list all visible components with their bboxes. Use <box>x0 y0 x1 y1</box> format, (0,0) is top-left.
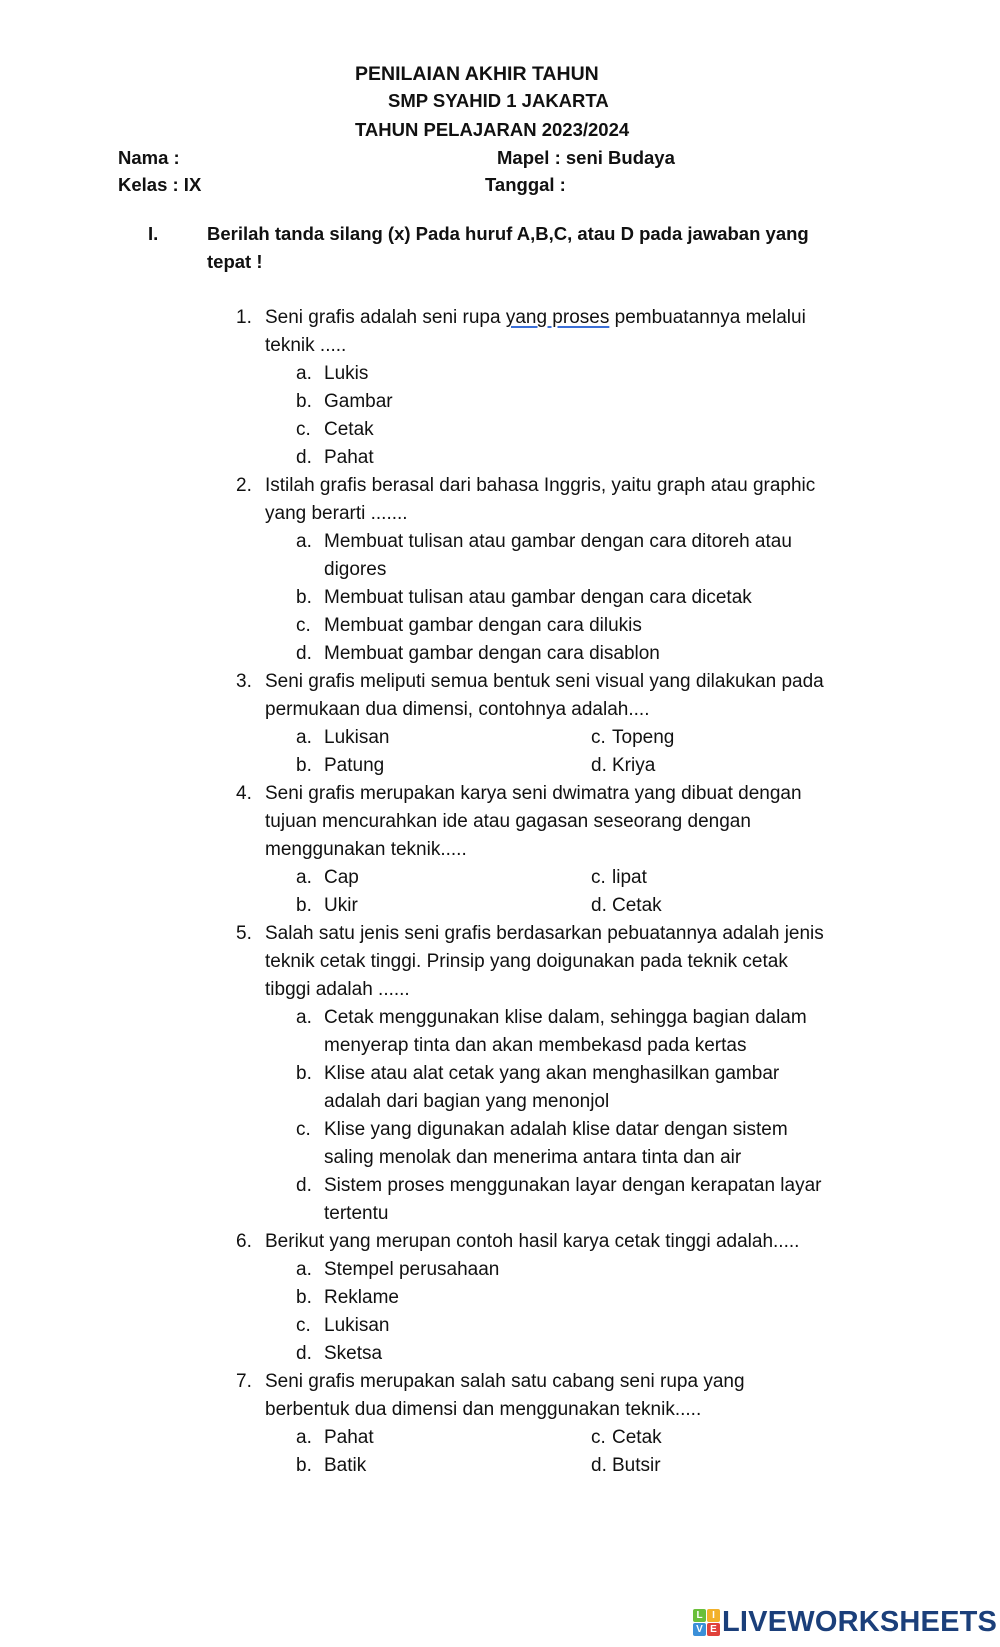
option-letter: b. <box>296 391 312 412</box>
option-text: Patung <box>324 755 385 776</box>
text-line <box>0 920 1000 948</box>
option-letter: b. <box>296 1287 312 1308</box>
option-letter: b. <box>296 895 312 916</box>
option-text: Membuat gambar dengan cara disablon <box>324 643 660 664</box>
question-text: Seni grafis adalah seni rupa yang proses pembuatannya melalui <box>265 307 806 328</box>
question-text: yang berarti ....... <box>265 503 408 524</box>
question-text: Seni grafis meliputi semua bentuk seni visual yang dilakukan pada <box>265 671 824 692</box>
text-line <box>0 360 1000 388</box>
option-text: Gambar <box>324 391 393 412</box>
option-letter: d. <box>296 1343 312 1364</box>
text-line <box>0 612 1000 640</box>
option-letter: b. <box>296 587 312 608</box>
question-text: berbentuk dua dimensi dan menggunakan teknik..... <box>265 1399 702 1420</box>
question-number: 5. <box>236 923 252 944</box>
text-line <box>0 388 1000 416</box>
text-line <box>0 1452 1000 1480</box>
text-line <box>0 1340 1000 1368</box>
option-text: lipat <box>612 867 647 888</box>
option-text: Sistem proses menggunakan layar dengan kerapatan layar <box>324 1175 822 1196</box>
date-label: Tanggal : <box>485 174 566 195</box>
question-list <box>0 304 1000 1480</box>
text-line <box>0 1256 1000 1284</box>
option-text: adalah dari bagian yang menonjol <box>324 1091 610 1112</box>
text-line <box>0 332 1000 360</box>
academic-year: TAHUN PELAJARAN 2023/2024 <box>355 119 630 140</box>
text-line <box>0 1368 1000 1396</box>
logo-tile: E <box>707 1623 720 1636</box>
text-line <box>0 1032 1000 1060</box>
option-letter: d. <box>591 895 607 916</box>
option-text: Ukir <box>324 895 358 916</box>
option-text: tertentu <box>324 1203 389 1224</box>
class-label: Kelas : IX <box>118 174 202 195</box>
question-number: 6. <box>236 1231 252 1252</box>
option-text: Cetak <box>324 419 374 440</box>
option-text: Lukis <box>324 363 369 384</box>
text-line <box>0 1172 1000 1200</box>
text-line <box>0 472 1000 500</box>
text-line <box>0 864 1000 892</box>
question-number: 3. <box>236 671 252 692</box>
logo-text: LIVEWORKSHEETS <box>722 1606 998 1638</box>
option-letter: a. <box>296 867 312 888</box>
option-text: Topeng <box>612 727 675 748</box>
question-number: 4. <box>236 783 252 804</box>
text-line <box>0 892 1000 920</box>
option-letter: a. <box>296 1427 312 1448</box>
question-text: Salah satu jenis seni grafis berdasarkan pebuatannya adalah jenis <box>265 923 824 944</box>
subject-label: Mapel : seni Budaya <box>497 147 675 168</box>
text-line <box>0 444 1000 472</box>
instruction-line: tepat ! <box>207 251 263 272</box>
school-name: SMP SYAHID 1 JAKARTA <box>388 90 609 111</box>
text-line <box>0 948 1000 976</box>
question-text: Istilah grafis berasal dari bahasa Inggris, yaitu graph atau graphic <box>265 475 816 496</box>
option-text: Pahat <box>324 1427 374 1448</box>
question-number: 7. <box>236 1371 252 1392</box>
question-text: teknik ..... <box>265 335 347 356</box>
option-text: Lukisan <box>324 1315 390 1336</box>
logo-tile: I <box>707 1609 720 1622</box>
option-text: Stempel perusahaan <box>324 1259 500 1280</box>
question-text: Seni grafis merupakan salah satu cabang seni rupa yang <box>265 1371 745 1392</box>
text-line <box>0 416 1000 444</box>
option-text: Sketsa <box>324 1343 383 1364</box>
option-text: Cap <box>324 867 359 888</box>
logo-tile: L <box>693 1609 706 1622</box>
text-line <box>0 724 1000 752</box>
option-letter: c. <box>591 867 606 888</box>
question-text: tujuan mencurahkan ide atau gagasan seseorang dengan <box>265 811 751 832</box>
text-line <box>0 808 1000 836</box>
name-label: Nama : <box>118 147 180 168</box>
question-text: menggunakan teknik..... <box>265 839 467 860</box>
option-text: Cetak menggunakan klise dalam, sehingga bagian dalam <box>324 1007 807 1028</box>
question-text: teknik cetak tinggi. Prinsip yang doigunakan pada teknik cetak <box>265 951 788 972</box>
question-text: Berikut yang merupan contoh hasil karya cetak tinggi adalah..... <box>265 1231 800 1252</box>
text-line <box>0 780 1000 808</box>
option-letter: b. <box>296 1455 312 1476</box>
instruction-line: Berilah tanda silang (x) Pada huruf A,B,C, atau D pada jawaban yang <box>207 223 809 244</box>
option-text: Cetak <box>612 1427 662 1448</box>
text-line <box>0 1144 1000 1172</box>
option-letter: d. <box>296 1175 312 1196</box>
option-letter: a. <box>296 727 312 748</box>
option-text: Reklame <box>324 1287 399 1308</box>
question-number: 2. <box>236 475 252 496</box>
text-line <box>0 976 1000 1004</box>
question-number: 1. <box>236 307 252 328</box>
text-line <box>0 1284 1000 1312</box>
text-line <box>0 696 1000 724</box>
option-letter: c. <box>591 1427 606 1448</box>
exam-title: PENILAIAN AKHIR TAHUN <box>355 63 599 85</box>
option-letter: a. <box>296 363 312 384</box>
logo-tile: V <box>693 1623 706 1636</box>
option-letter: a. <box>296 531 312 552</box>
text-line <box>0 752 1000 780</box>
text-line <box>0 668 1000 696</box>
option-letter: c. <box>591 727 606 748</box>
option-text: Membuat tulisan atau gambar dengan cara ditoreh atau <box>324 531 792 552</box>
text-line <box>0 1396 1000 1424</box>
option-letter: c. <box>296 1119 311 1140</box>
text-line <box>0 1004 1000 1032</box>
text-line <box>0 1088 1000 1116</box>
option-letter: c. <box>296 419 311 440</box>
option-text: Batik <box>324 1455 367 1476</box>
logo-tiles-icon <box>693 1609 720 1636</box>
option-letter: c. <box>296 615 311 636</box>
option-text: Cetak <box>612 895 662 916</box>
option-letter: d. <box>591 755 607 776</box>
option-text: Butsir <box>612 1455 661 1476</box>
option-letter: d. <box>296 447 312 468</box>
text-line <box>0 1060 1000 1088</box>
text-line <box>0 1116 1000 1144</box>
text-line <box>0 1228 1000 1256</box>
text-line <box>0 640 1000 668</box>
question-text: tibggi adalah ...... <box>265 979 410 1000</box>
option-letter: d. <box>591 1455 607 1476</box>
question-text: Seni grafis merupakan karya seni dwimatra yang dibuat dengan <box>265 783 802 804</box>
text-line <box>0 584 1000 612</box>
spellcheck-underline: yang proses <box>505 307 610 328</box>
option-text: Kriya <box>612 755 656 776</box>
text-line <box>0 304 1000 332</box>
question-text: permukaan dua dimensi, contohnya adalah.... <box>265 699 650 720</box>
liveworksheets-logo <box>693 1606 997 1639</box>
option-text: Pahat <box>324 447 374 468</box>
option-letter: d. <box>296 643 312 664</box>
option-text: Lukisan <box>324 727 390 748</box>
option-letter: a. <box>296 1007 312 1028</box>
option-text: saling menolak dan menerima antara tinta dan air <box>324 1147 742 1168</box>
option-letter: b. <box>296 1063 312 1084</box>
option-letter: b. <box>296 755 312 776</box>
section-number: I. <box>148 223 159 244</box>
text-line <box>0 1312 1000 1340</box>
option-letter: a. <box>296 1259 312 1280</box>
option-letter: c. <box>296 1315 311 1336</box>
option-text: Membuat tulisan atau gambar dengan cara dicetak <box>324 587 752 608</box>
text-line <box>0 556 1000 584</box>
text-line <box>0 1200 1000 1228</box>
text-line <box>0 836 1000 864</box>
text-line <box>0 500 1000 528</box>
option-text: menyerap tinta dan akan membekasd pada kertas <box>324 1035 747 1056</box>
option-text: digores <box>324 559 387 580</box>
option-text: Klise yang digunakan adalah klise datar dengan sistem <box>324 1119 788 1140</box>
text-line <box>0 1424 1000 1452</box>
option-text: Klise atau alat cetak yang akan menghasilkan gambar <box>324 1063 780 1084</box>
text-line <box>0 528 1000 556</box>
option-text: Membuat gambar dengan cara dilukis <box>324 615 642 636</box>
